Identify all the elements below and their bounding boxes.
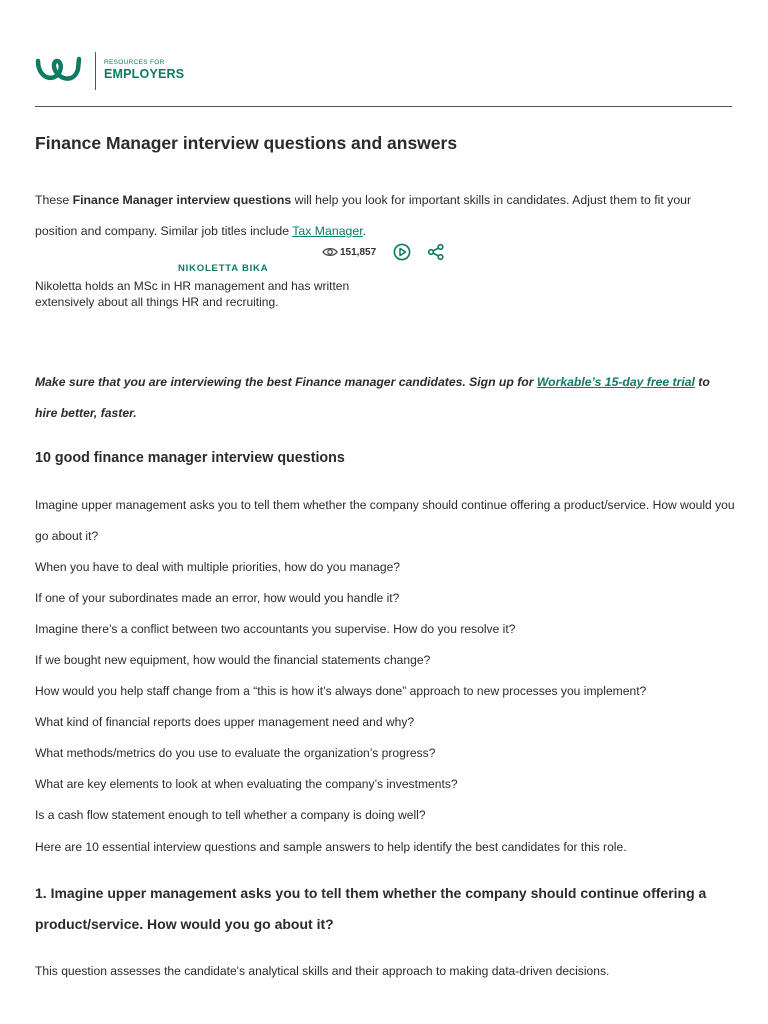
list-item: When you have to deal with multiple priorities, how do you manage? — [35, 560, 401, 574]
views-count: 151,857 — [340, 246, 377, 258]
logo-subtitle: RESOURCES FOR — [104, 59, 165, 66]
list-item: If one of your subordinates made an error, how would you handle it? — [35, 591, 400, 605]
page-title: Finance Manager interview questions and answers — [35, 133, 458, 153]
callout-text-post: to hire better, faster. — [35, 375, 710, 420]
tax-manager-link[interactable]: Tax Manager — [292, 224, 363, 238]
intro-text-post: . — [362, 224, 367, 238]
intro-bold: Finance Manager interview questions — [72, 193, 292, 207]
list-item: Imagine there’s a conflict between two accountants you supervise. How do you resolve it? — [35, 622, 516, 636]
list-item: Imagine upper management asks you to tell them whether the company should continue offering a product/service. How would you go about it? — [35, 498, 735, 543]
list-item: What are key elements to look at when evaluating the company’s investments? — [35, 777, 458, 791]
list-item: If we bought new equipment, how would the financial statements change? — [35, 653, 431, 667]
questions-list — [35, 490, 735, 831]
list-item: Is a cash flow statement enough to tell whether a company is doing well? — [35, 808, 426, 822]
author-bio: Nikoletta holds an MSc in HR management and has written extensively about all things HR and recruiting. — [35, 279, 350, 309]
free-trial-link[interactable]: Workable’s 15-day free trial — [536, 375, 695, 389]
author-name[interactable]: NIKOLETTA BIKA — [178, 263, 269, 274]
play-audio-icon[interactable] — [393, 243, 411, 261]
logo-title[interactable]: EMPLOYERS — [104, 67, 185, 81]
callout-text-pre: Make sure that you are interviewing the best Finance manager candidates. Sign up for — [35, 375, 537, 389]
share-icon[interactable] — [427, 243, 445, 261]
questions-heading: 10 good finance manager interview questions — [35, 450, 345, 466]
logo-separator — [95, 52, 96, 90]
question-1-answer: This question assesses the candidate's analytical skills and their approach to making data-driven decisions. — [35, 964, 610, 978]
question-1-heading: 1. Imagine upper management asks you to tell them whether the company should continue offering a product/service. How would you go about it? — [35, 885, 707, 932]
intro-paragraph — [35, 185, 732, 247]
workable-logo-icon[interactable] — [35, 55, 85, 85]
views-counter — [322, 247, 376, 258]
intro-text-pre: These — [35, 193, 73, 207]
eye-icon — [322, 247, 338, 257]
article-stats — [322, 243, 445, 261]
signup-callout — [35, 367, 735, 429]
sample-answers-intro: Here are 10 essential interview questions and sample answers to help identify the best candidates for this role. — [35, 840, 627, 854]
list-item: How would you help staff change from a “this is how it’s always done” approach to new processes you implement? — [35, 684, 647, 698]
intro-text-mid: will help you look for important skills in candidates. Adjust them to fit your position and company. Similar job titles include — [35, 193, 692, 238]
site-header — [35, 50, 732, 107]
list-item: What methods/metrics do you use to evaluate the organization’s progress? — [35, 746, 436, 760]
list-item: What kind of financial reports does upper management need and why? — [35, 715, 415, 729]
